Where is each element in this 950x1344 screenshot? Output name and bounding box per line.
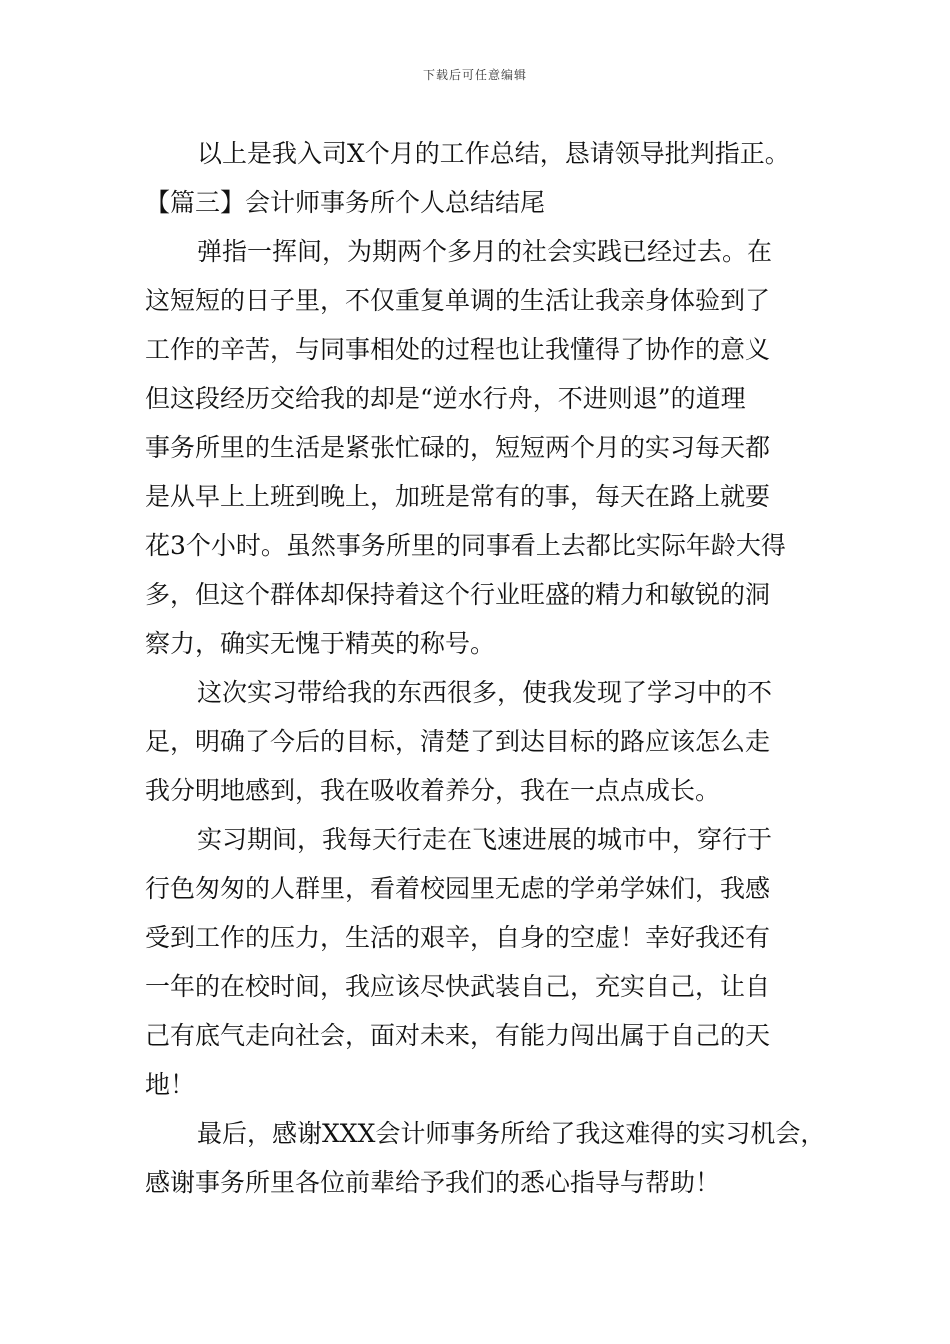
document-body (145, 129, 826, 1207)
text-line: 地！ (145, 1070, 196, 1099)
text-line: 是从早上上班到晚上，加班是常有的事，每天在路上就要 (145, 482, 771, 511)
text-line: 这短短的日子里，不仅重复单调的生活让我亲身体验到了 (145, 286, 771, 315)
text-line: 事务所里的生活是紧张忙碌的，短短两个月的实习每天都 (145, 433, 771, 462)
text-line: 以上是我入司X个月的工作总结，恳请领导批判指正。 (197, 139, 790, 168)
header-note: 下载后可任意编辑 (422, 68, 527, 82)
text-line: 我分明地感到，我在吸收着养分，我在一点点成长。 (145, 776, 721, 805)
text-line: 最后，感谢XXX会计师事务所给了我这难得的实习机会， (197, 1119, 826, 1148)
text-line: 花3个小时。虽然事务所里的同事看上去都比实际年龄大得 (145, 531, 786, 560)
text-line: 行色匆匆的人群里，看着校园里无虑的学弟学妹们，我感 (145, 874, 771, 903)
text-line: 这次实习带给我的东西很多，使我发现了学习中的不 (197, 678, 773, 707)
text-line: 一年的在校时间，我应该尽快武装自己，充实自己，让自 (145, 972, 771, 1001)
text-line: 弹指一挥间，为期两个多月的社会实践已经过去。在 (197, 237, 773, 266)
text-line: 足，明确了今后的目标，清楚了到达目标的路应该怎么走 (145, 727, 771, 756)
text-line: 实习期间，我每天行走在飞速进展的城市中，穿行于 (197, 825, 773, 854)
text-line: 察力，确实无愧于精英的称号。 (145, 629, 496, 658)
text-line: 但这段经历交给我的却是“逆水行舟，不进则退”的道理 (145, 384, 746, 413)
text-line: 受到工作的压力，生活的艰辛，自身的空虚！幸好我还有 (145, 923, 771, 952)
text-line: 多，但这个群体却保持着这个行业旺盛的精力和敏锐的洞 (145, 580, 771, 609)
section-heading: 【篇三】会计师事务所个人总结结尾 (145, 188, 546, 217)
text-line: 己有底气走向社会，面对未来，有能力闯出属于自己的天 (145, 1021, 771, 1050)
text-line: 工作的辛苦，与同事相处的过程也让我懂得了协作的意义 (145, 335, 771, 364)
text-line: 感谢事务所里各位前辈给予我们的悉心指导与帮助！ (145, 1168, 721, 1197)
